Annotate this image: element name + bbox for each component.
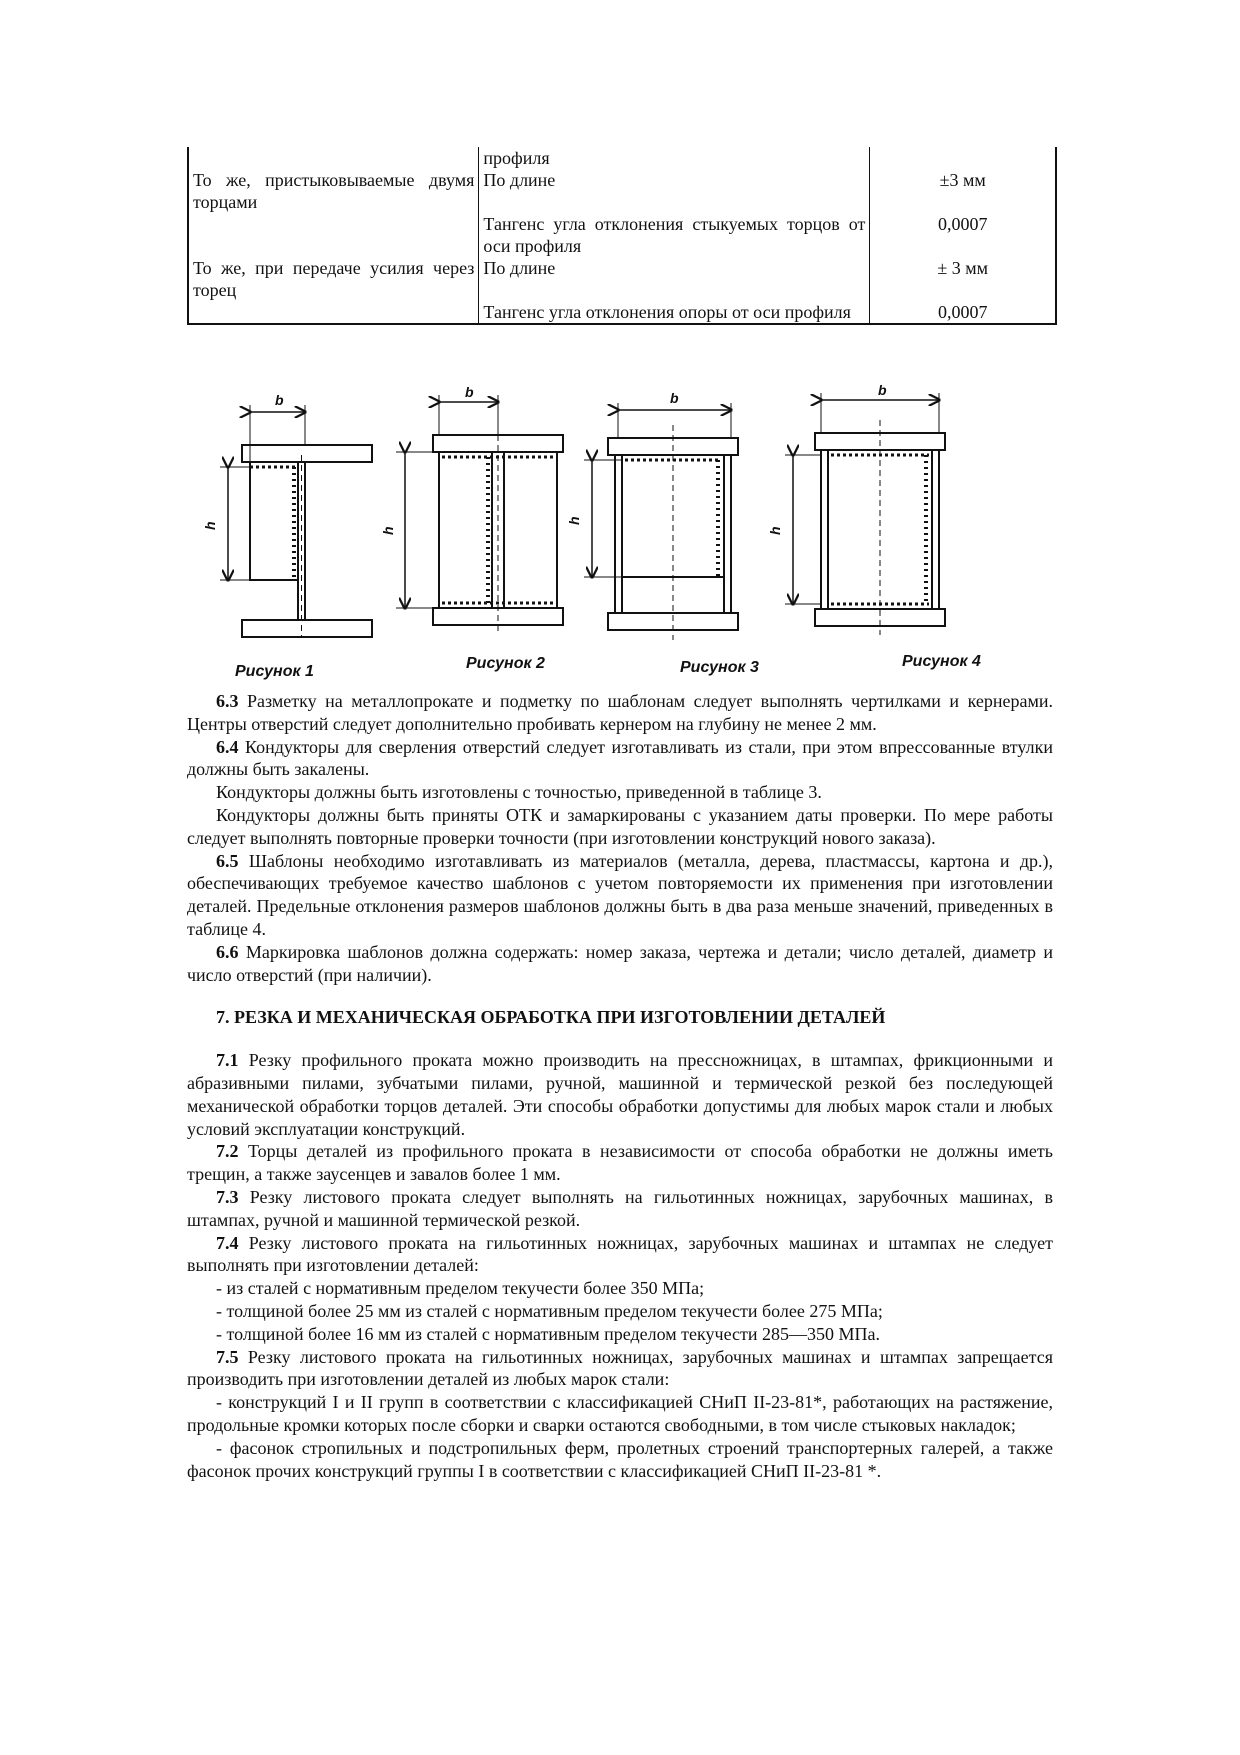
paragraph-text: Резку листового проката на гильотинных ножницах, зарубочных машинах и штампах запрещается производить при изготовлении деталей из любых марок стали: xyxy=(187,1346,1053,1390)
table-cell: То же, при передаче усилия через торец xyxy=(188,257,479,301)
figure-1-caption: Рисунок 1 xyxy=(235,663,314,680)
table-cell xyxy=(188,147,479,169)
figure-4-caption: Рисунок 4 xyxy=(902,653,981,670)
figure-2-drawing xyxy=(396,395,563,635)
dim-b-label-4: b xyxy=(878,385,887,398)
paragraph-text: Торцы деталей из профильного проката в независимости от способа обработки не должны иметь трещин, а также заусенцев и завалов более 1 мм. xyxy=(187,1141,1053,1185)
figure-4-drawing xyxy=(785,393,945,635)
dim-b-label-2: b xyxy=(465,385,474,400)
paragraph-7-5 xyxy=(187,1346,1053,1392)
clause-number: 6.6 xyxy=(216,941,239,962)
clause-number: 6.5 xyxy=(216,850,239,871)
dim-b-label-3: b xyxy=(670,390,679,406)
clause-number: 7.3 xyxy=(216,1186,239,1207)
paragraph-text: Резку листового проката на гильотинных ножницах, зарубочных машинах и штампах не следует выполнять при изготовлении деталей: xyxy=(187,1232,1053,1276)
table-cell: ±3 мм xyxy=(870,169,1056,213)
paragraph-7-2 xyxy=(187,1140,1053,1186)
table-cell: 0,0007 xyxy=(870,213,1056,257)
table-row xyxy=(188,147,1056,169)
tolerance-table xyxy=(187,147,1057,325)
paragraph-text: Кондукторы для сверления отверстий следует изготавливать из стали, при этом впрессованные втулки должны быть закалены. xyxy=(187,736,1053,780)
profile-figures xyxy=(190,385,1060,685)
figure-2-caption: Рисунок 2 xyxy=(466,655,545,672)
figure-3-caption: Рисунок 3 xyxy=(680,659,759,676)
clause-number: 7.2 xyxy=(216,1141,239,1162)
clause-number: 6.3 xyxy=(216,691,239,711)
body-text xyxy=(187,690,1053,1482)
table-cell: ± 3 мм xyxy=(870,257,1056,301)
table-row xyxy=(188,213,1056,257)
paragraph-6-4b: Кондукторы должны быть изготовлены с точностью, приведенной в таблице 3. xyxy=(216,782,822,803)
table-cell: профиля xyxy=(479,147,870,169)
clause-number: 6.4 xyxy=(216,736,239,757)
paragraph-6-6 xyxy=(187,941,1053,987)
paragraph-text: Резку листового проката следует выполнять на гильотинных ножницах, зарубочных машинах, в штампах, ручной и машинной термической резкой. xyxy=(187,1186,1053,1230)
paragraph-6-4c: Кондукторы должны быть приняты ОТК и замаркированы с указанием даты проверки. По мере работы следует выполнять повторные проверки точности (при изготовлении конструкций нового заказа). xyxy=(187,804,1053,848)
clause-number: 7.4 xyxy=(216,1232,239,1253)
paragraph-text: Разметку на металлопрокате и подметку по шаблонам следует выполнять чертилками и кернерами. Центры отверстий следует дополнительно пробивать кернером на глубину не менее 2 мм. xyxy=(187,691,1053,734)
profile-drawings xyxy=(190,385,1060,685)
figure-3-drawing xyxy=(584,403,738,640)
paragraph-6-3 xyxy=(187,690,1053,736)
list-item: - толщиной более 16 мм из сталей с нормативным пределом текучести 285—350 МПа. xyxy=(216,1323,880,1344)
paragraph-7-4 xyxy=(187,1232,1053,1278)
dim-h-label-1: h xyxy=(202,521,218,530)
table-cell xyxy=(188,213,479,257)
table-cell: То же, пристыковываемые двумя торцами xyxy=(188,169,479,213)
dim-h-label-3: h xyxy=(566,516,582,525)
paragraph-7-1 xyxy=(187,1049,1053,1140)
list-item: - толщиной более 25 мм из сталей с нормативным пределом текучести более 275 МПа; xyxy=(216,1300,883,1321)
list-item: - из сталей с нормативным пределом текучести более 350 МПа; xyxy=(216,1278,705,1299)
table-row xyxy=(188,257,1056,301)
paragraph-text: Резку профильного проката можно производить на прессножницах, в штампах, фрикционными и абразивными пилами, зубчатыми пилами, ручной, машинной и термической резкой без последующей механической обработки торцов деталей. Эти способы обработки допустимы для любых марок стали и любых условий эксплуатации конструкций. xyxy=(187,1050,1053,1139)
figure-1-drawing xyxy=(220,405,372,637)
table-cell: По длине xyxy=(479,169,870,213)
table-row xyxy=(188,169,1056,213)
clause-number: 7.1 xyxy=(216,1050,239,1071)
table-row xyxy=(188,301,1056,324)
paragraph-7-3 xyxy=(187,1186,1053,1232)
table-cell: Тангенс угла отклонения опоры от оси профиля xyxy=(479,301,870,324)
table-cell: По длине xyxy=(479,257,870,301)
list-item: - фасонок стропильных и подстропильных ферм, пролетных строений транспортерных галерей, а также фасонок прочих конструкций группы I в соответствии с классификацией СНиП II-23-81 *. xyxy=(187,1437,1053,1481)
table-cell xyxy=(870,147,1056,169)
table-cell: 0,0007 xyxy=(870,301,1056,324)
table-cell: Тангенс угла отклонения стыкуемых торцов от оси профиля xyxy=(479,213,870,257)
paragraph-6-5 xyxy=(187,850,1053,941)
list-item: - конструкций I и II групп в соответствии с классификацией СНиП II-23-81*, работающих на растяжение, продольные кромки которых после сборки и сварки остаются свободными, в том числе стыковых накладок; xyxy=(187,1392,1053,1435)
paragraph-text: Маркировка шаблонов должна содержать: номер заказа, чертежа и детали; число деталей, диаметр и число отверстий (при наличии). xyxy=(187,941,1053,985)
dim-h-label-4: h xyxy=(767,526,783,535)
section-7-heading: 7. РЕЗКА И МЕХАНИЧЕСКАЯ ОБРАБОТКА ПРИ ИЗГОТОВЛЕНИИ ДЕТАЛЕЙ xyxy=(216,1007,886,1028)
dim-h-label-2: h xyxy=(380,526,396,535)
table-cell xyxy=(188,301,479,324)
paragraph-text: Шаблоны необходимо изготавливать из материалов (металла, дерева, пластмассы, картона и др.), обеспечивающих требуемое качество шаблонов с учетом повторяемости их применения при изготовлении деталей. Предельные отклонения размеров шаблонов должны быть в два раза меньше значений, приведенных в таблице 4. xyxy=(187,850,1053,939)
clause-number: 7.5 xyxy=(216,1346,239,1367)
dim-b-label-1: b xyxy=(275,392,284,408)
paragraph-6-4 xyxy=(187,736,1053,782)
